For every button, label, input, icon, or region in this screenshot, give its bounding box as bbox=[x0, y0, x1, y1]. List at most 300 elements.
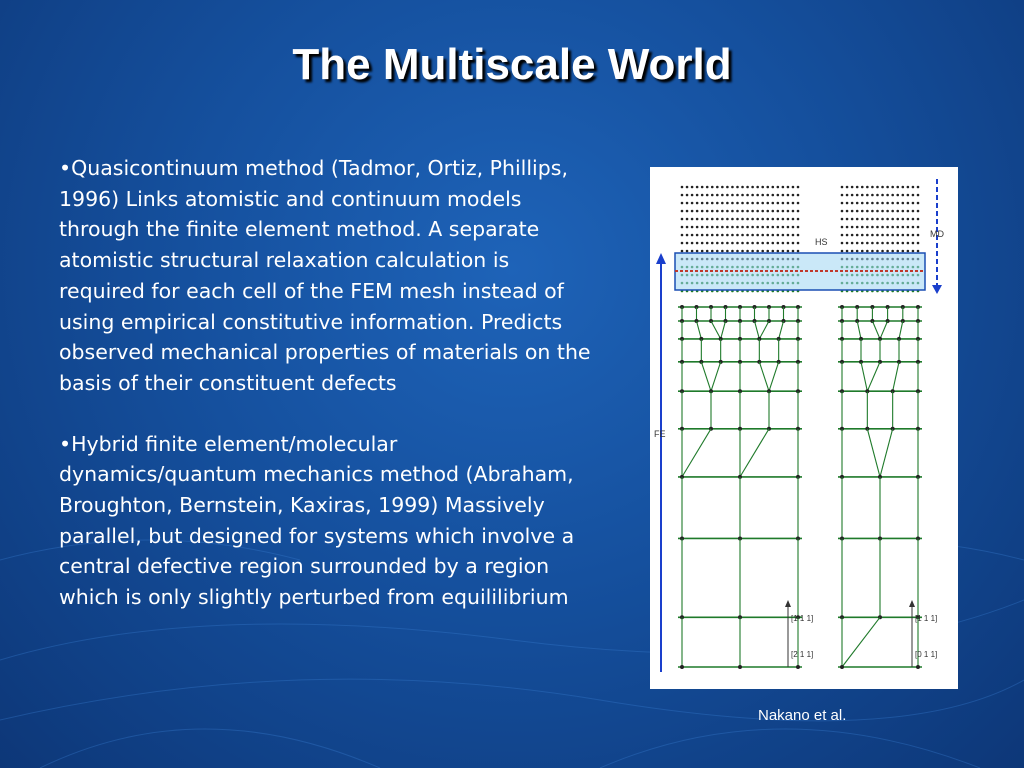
atom bbox=[917, 218, 920, 221]
atom bbox=[861, 242, 864, 245]
atom bbox=[891, 202, 894, 205]
atom bbox=[891, 242, 894, 245]
atom bbox=[896, 242, 899, 245]
atom bbox=[726, 202, 729, 205]
atom bbox=[861, 202, 864, 205]
hs-label: HS bbox=[815, 237, 828, 247]
atom bbox=[846, 210, 849, 213]
atom bbox=[881, 194, 884, 197]
atom bbox=[746, 194, 749, 197]
atom bbox=[907, 250, 910, 253]
mesh-edge bbox=[769, 362, 779, 391]
atom bbox=[782, 250, 785, 253]
atom bbox=[896, 234, 899, 237]
atom bbox=[792, 202, 795, 205]
atom bbox=[681, 194, 684, 197]
atom bbox=[787, 242, 790, 245]
atom bbox=[716, 226, 719, 229]
atom bbox=[716, 194, 719, 197]
atom bbox=[736, 242, 739, 245]
atom bbox=[711, 250, 714, 253]
atom bbox=[721, 218, 724, 221]
atom bbox=[761, 226, 764, 229]
atom bbox=[777, 194, 780, 197]
atom bbox=[741, 194, 744, 197]
atom bbox=[871, 242, 874, 245]
atom bbox=[902, 234, 905, 237]
atom bbox=[912, 234, 915, 237]
atom bbox=[721, 186, 724, 189]
mesh-node bbox=[680, 665, 684, 669]
atom bbox=[771, 234, 774, 237]
atom bbox=[761, 218, 764, 221]
axis-left-top-label: [1 1 1] bbox=[791, 614, 814, 623]
atom bbox=[851, 186, 854, 189]
atom bbox=[701, 202, 704, 205]
atom bbox=[716, 202, 719, 205]
atom bbox=[721, 210, 724, 213]
atom bbox=[746, 250, 749, 253]
atom bbox=[731, 218, 734, 221]
atom bbox=[876, 226, 879, 229]
atom bbox=[766, 218, 769, 221]
atom bbox=[751, 226, 754, 229]
atom bbox=[736, 210, 739, 213]
atom bbox=[761, 202, 764, 205]
atom bbox=[771, 210, 774, 213]
atom bbox=[736, 218, 739, 221]
atom bbox=[751, 210, 754, 213]
atom bbox=[886, 250, 889, 253]
atom bbox=[851, 218, 854, 221]
atom bbox=[896, 202, 899, 205]
atom bbox=[886, 226, 889, 229]
atom bbox=[912, 218, 915, 221]
atom bbox=[731, 250, 734, 253]
atom bbox=[711, 210, 714, 213]
atom bbox=[706, 234, 709, 237]
atom bbox=[797, 242, 800, 245]
atom bbox=[851, 250, 854, 253]
atom bbox=[681, 242, 684, 245]
atom bbox=[696, 242, 699, 245]
atom bbox=[746, 186, 749, 189]
multiscale-figure bbox=[650, 167, 958, 689]
atom bbox=[902, 250, 905, 253]
atom bbox=[846, 218, 849, 221]
atom bbox=[706, 186, 709, 189]
mesh-edge bbox=[899, 321, 903, 339]
atom bbox=[771, 250, 774, 253]
atom bbox=[686, 210, 689, 213]
mesh-edge bbox=[682, 429, 711, 477]
atom bbox=[881, 210, 884, 213]
atom bbox=[731, 202, 734, 205]
atom bbox=[716, 250, 719, 253]
atom bbox=[866, 226, 869, 229]
atom bbox=[706, 194, 709, 197]
atom bbox=[907, 226, 910, 229]
atom bbox=[797, 218, 800, 221]
atom bbox=[912, 210, 915, 213]
mesh-edge bbox=[697, 321, 702, 339]
atom bbox=[861, 194, 864, 197]
bullet-quasicontinuum: •Quasicontinuum method (Tadmor, Ortiz, Phillips, 1996) Links atomistic and continuum models through the finite element method. A separate atomistic structural relaxation calculation is required for each cell of the FEM mesh instead of using empirical constitutive information. Predicts observed mechanical properties of materials on the basis of their constituent defects bbox=[59, 156, 591, 395]
atom bbox=[696, 234, 699, 237]
atom bbox=[866, 202, 869, 205]
atom bbox=[771, 218, 774, 221]
atom bbox=[756, 186, 759, 189]
atom bbox=[871, 250, 874, 253]
atom bbox=[691, 242, 694, 245]
atom bbox=[741, 186, 744, 189]
mesh-edge bbox=[759, 362, 769, 391]
atom bbox=[891, 226, 894, 229]
mesh-edge bbox=[857, 321, 861, 339]
atom bbox=[866, 186, 869, 189]
atom bbox=[912, 250, 915, 253]
mesh-edge bbox=[880, 321, 888, 339]
atom bbox=[746, 234, 749, 237]
atom bbox=[871, 202, 874, 205]
figure-caption: Nakano et al. bbox=[758, 707, 847, 724]
atom bbox=[841, 226, 844, 229]
atom bbox=[777, 250, 780, 253]
mesh-edge bbox=[711, 321, 721, 339]
atom bbox=[726, 194, 729, 197]
mesh-node bbox=[796, 665, 800, 669]
atom bbox=[691, 202, 694, 205]
atom bbox=[696, 186, 699, 189]
atom bbox=[866, 250, 869, 253]
atom bbox=[711, 194, 714, 197]
md-label: MD bbox=[930, 229, 944, 239]
atom bbox=[891, 194, 894, 197]
atom bbox=[731, 210, 734, 213]
bullet-hybrid-method: •Hybrid finite element/molecular dynamics/quantum mechanics method (Abraham, Broughton, Bernstein, Kaxiras, 1999) Massively parallel, but designed for systems which involve a central defective region surrounded by a region which is only slightly perturbed from equililibrium bbox=[59, 431, 575, 610]
atom bbox=[891, 250, 894, 253]
atom bbox=[686, 234, 689, 237]
atom bbox=[917, 186, 920, 189]
atom bbox=[736, 234, 739, 237]
md-arrow-head bbox=[932, 285, 942, 294]
atom bbox=[851, 194, 854, 197]
slide-body bbox=[59, 153, 599, 643]
atom bbox=[736, 226, 739, 229]
atom bbox=[726, 226, 729, 229]
atom bbox=[751, 218, 754, 221]
atom bbox=[731, 186, 734, 189]
mesh-node bbox=[840, 665, 844, 669]
atom bbox=[706, 242, 709, 245]
atom bbox=[777, 226, 780, 229]
atom bbox=[686, 250, 689, 253]
atom bbox=[701, 194, 704, 197]
atom bbox=[782, 218, 785, 221]
atom bbox=[701, 234, 704, 237]
atom bbox=[866, 194, 869, 197]
atom bbox=[792, 250, 795, 253]
atom bbox=[756, 218, 759, 221]
atom bbox=[797, 186, 800, 189]
atom bbox=[861, 226, 864, 229]
atom bbox=[861, 210, 864, 213]
atom bbox=[751, 194, 754, 197]
atom bbox=[871, 226, 874, 229]
atom bbox=[861, 186, 864, 189]
atom bbox=[726, 234, 729, 237]
atom bbox=[846, 194, 849, 197]
atom bbox=[691, 234, 694, 237]
atom bbox=[761, 250, 764, 253]
atom bbox=[706, 202, 709, 205]
atom bbox=[756, 210, 759, 213]
atom bbox=[681, 234, 684, 237]
atom bbox=[696, 218, 699, 221]
atom bbox=[841, 202, 844, 205]
atom bbox=[782, 194, 785, 197]
atom bbox=[756, 250, 759, 253]
atom bbox=[841, 242, 844, 245]
atom bbox=[681, 250, 684, 253]
mesh-edge bbox=[880, 429, 893, 477]
atom bbox=[881, 250, 884, 253]
atom bbox=[886, 210, 889, 213]
atom bbox=[917, 194, 920, 197]
atom bbox=[731, 194, 734, 197]
atom bbox=[907, 234, 910, 237]
atom bbox=[771, 226, 774, 229]
atom bbox=[902, 242, 905, 245]
atom bbox=[902, 194, 905, 197]
atom bbox=[866, 218, 869, 221]
axis-right-top-label: [1 1 1] bbox=[915, 614, 938, 623]
atom bbox=[841, 186, 844, 189]
atom bbox=[792, 234, 795, 237]
atom bbox=[726, 210, 729, 213]
atom bbox=[917, 202, 920, 205]
atom bbox=[782, 202, 785, 205]
atom bbox=[711, 218, 714, 221]
atom bbox=[726, 218, 729, 221]
atom bbox=[856, 226, 859, 229]
atom bbox=[871, 194, 874, 197]
atom bbox=[917, 250, 920, 253]
atom bbox=[777, 210, 780, 213]
atom bbox=[851, 210, 854, 213]
atom bbox=[896, 250, 899, 253]
atom bbox=[792, 242, 795, 245]
atom bbox=[866, 234, 869, 237]
atom bbox=[851, 242, 854, 245]
atom bbox=[746, 218, 749, 221]
atom bbox=[871, 234, 874, 237]
axis-left-bottom-label: [2 1 1] bbox=[791, 650, 814, 659]
atom bbox=[861, 234, 864, 237]
atom bbox=[797, 210, 800, 213]
atom bbox=[686, 194, 689, 197]
atom bbox=[751, 234, 754, 237]
atom bbox=[856, 202, 859, 205]
atom bbox=[741, 242, 744, 245]
atom bbox=[741, 234, 744, 237]
atom bbox=[876, 210, 879, 213]
atom bbox=[726, 250, 729, 253]
atom bbox=[766, 242, 769, 245]
mesh-edge bbox=[867, 429, 880, 477]
atom bbox=[787, 202, 790, 205]
atom bbox=[787, 250, 790, 253]
atom bbox=[902, 186, 905, 189]
atom bbox=[856, 186, 859, 189]
mesh-edge bbox=[721, 321, 726, 339]
atom bbox=[787, 210, 790, 213]
atom bbox=[761, 242, 764, 245]
atom bbox=[787, 186, 790, 189]
atom bbox=[866, 242, 869, 245]
atom bbox=[756, 242, 759, 245]
atom bbox=[766, 194, 769, 197]
atom bbox=[777, 242, 780, 245]
atom bbox=[741, 250, 744, 253]
atom bbox=[907, 218, 910, 221]
atom bbox=[716, 234, 719, 237]
atom bbox=[886, 194, 889, 197]
atom bbox=[701, 210, 704, 213]
atom bbox=[876, 250, 879, 253]
atom bbox=[771, 242, 774, 245]
atom bbox=[777, 186, 780, 189]
atom bbox=[711, 186, 714, 189]
atom bbox=[792, 218, 795, 221]
atom bbox=[861, 218, 864, 221]
atom bbox=[856, 242, 859, 245]
atom bbox=[856, 210, 859, 213]
atom bbox=[782, 242, 785, 245]
atom bbox=[846, 234, 849, 237]
atom bbox=[761, 186, 764, 189]
slide-title: The Multiscale World bbox=[292, 40, 732, 89]
atom bbox=[736, 186, 739, 189]
atom bbox=[766, 210, 769, 213]
atom bbox=[696, 226, 699, 229]
axis-left-arrow bbox=[785, 600, 791, 607]
atom bbox=[912, 194, 915, 197]
atom bbox=[716, 242, 719, 245]
atom bbox=[797, 250, 800, 253]
atom bbox=[797, 234, 800, 237]
atom bbox=[736, 194, 739, 197]
atom bbox=[716, 210, 719, 213]
mesh-edge bbox=[867, 362, 880, 391]
atom bbox=[912, 242, 915, 245]
atom bbox=[721, 250, 724, 253]
atom bbox=[681, 186, 684, 189]
atom bbox=[876, 202, 879, 205]
atom bbox=[741, 202, 744, 205]
atom bbox=[716, 186, 719, 189]
mesh-edge bbox=[842, 617, 880, 667]
atom bbox=[851, 226, 854, 229]
mesh-edge bbox=[711, 362, 721, 391]
atom bbox=[876, 218, 879, 221]
atom bbox=[706, 210, 709, 213]
atom bbox=[766, 226, 769, 229]
atom bbox=[912, 186, 915, 189]
atom bbox=[841, 234, 844, 237]
atom bbox=[741, 210, 744, 213]
atom bbox=[696, 202, 699, 205]
atom bbox=[891, 218, 894, 221]
atom bbox=[691, 186, 694, 189]
atom bbox=[701, 250, 704, 253]
atom bbox=[706, 226, 709, 229]
atom bbox=[696, 194, 699, 197]
atom bbox=[896, 210, 899, 213]
atom bbox=[726, 186, 729, 189]
mesh-edge bbox=[893, 362, 899, 391]
atom bbox=[681, 218, 684, 221]
atom bbox=[797, 226, 800, 229]
atom bbox=[777, 218, 780, 221]
atom bbox=[741, 218, 744, 221]
atom bbox=[841, 218, 844, 221]
atom bbox=[736, 202, 739, 205]
atom bbox=[912, 226, 915, 229]
atom bbox=[701, 226, 704, 229]
atom bbox=[881, 242, 884, 245]
atom bbox=[731, 242, 734, 245]
atom bbox=[681, 226, 684, 229]
mesh-edge bbox=[755, 321, 760, 339]
mesh-node bbox=[738, 665, 742, 669]
atom bbox=[771, 186, 774, 189]
atom bbox=[691, 210, 694, 213]
atom bbox=[881, 226, 884, 229]
atom bbox=[681, 202, 684, 205]
atom bbox=[711, 202, 714, 205]
atom bbox=[691, 194, 694, 197]
atom bbox=[841, 194, 844, 197]
atom bbox=[746, 242, 749, 245]
atom bbox=[731, 234, 734, 237]
atom bbox=[891, 186, 894, 189]
atom bbox=[886, 202, 889, 205]
mesh-edge bbox=[861, 362, 867, 391]
mesh-edge bbox=[701, 362, 711, 391]
atom bbox=[891, 210, 894, 213]
atom bbox=[856, 234, 859, 237]
atom bbox=[917, 242, 920, 245]
atom bbox=[846, 250, 849, 253]
atom bbox=[766, 250, 769, 253]
atom bbox=[787, 226, 790, 229]
atom bbox=[841, 250, 844, 253]
atom bbox=[881, 218, 884, 221]
atom bbox=[777, 234, 780, 237]
mesh-edge bbox=[779, 321, 784, 339]
atom bbox=[771, 194, 774, 197]
atom bbox=[917, 226, 920, 229]
atom bbox=[721, 194, 724, 197]
atom bbox=[917, 210, 920, 213]
atom bbox=[721, 202, 724, 205]
atom bbox=[846, 242, 849, 245]
atom bbox=[686, 186, 689, 189]
mesh-node bbox=[916, 665, 920, 669]
atom bbox=[886, 186, 889, 189]
atom bbox=[686, 226, 689, 229]
